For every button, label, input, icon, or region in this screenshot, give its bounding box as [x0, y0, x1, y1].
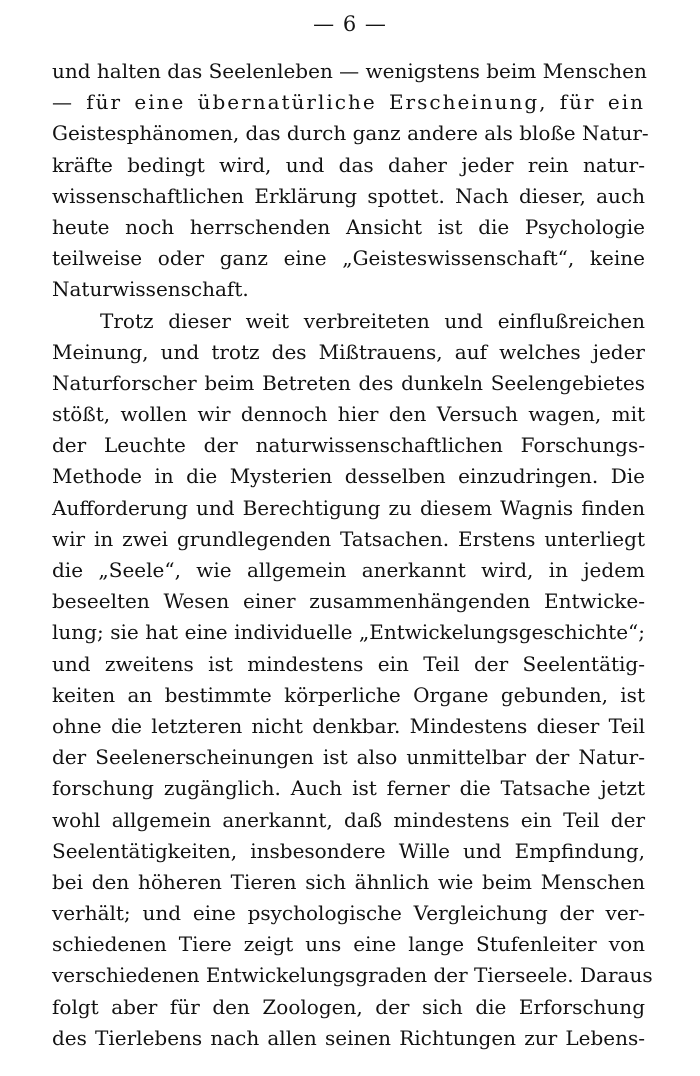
text-line: Seelentätigkeiten, insbesondere Wille und Empfindung, [52, 838, 645, 863]
text-line: folgt aber für den Zoologen, der sich die Erforschung [52, 994, 645, 1019]
text-line: verschiedenen Entwickelungsgraden der Tierseele. Daraus [52, 963, 653, 988]
text-line: verhält; und eine psychologische Vergleichung der ver- [52, 901, 645, 926]
text-line: Naturforscher beim Betreten des dunkeln Seelengebietes [52, 370, 645, 395]
paragraph-2 [52, 306, 653, 1055]
text-line: wissenschaftlichen Erklärung spottet. Nach dieser, auch [52, 183, 645, 208]
text-line: der Seelenerscheinungen ist also unmittelbar der Natur- [52, 745, 645, 770]
page-number: — 6 — [313, 12, 387, 36]
text-line: Geistesphänomen, das durch ganz andere als bloße Natur- [52, 121, 649, 146]
text-line: bei den höheren Tieren sich ähnlich wie beim Menschen [52, 869, 645, 894]
text-line: der Leuchte der naturwissenschaftlichen Forschungs- [52, 433, 645, 458]
text-line: lung; sie hat eine individuelle „Entwickelungsgeschichte“; [52, 620, 645, 645]
text-line: Meinung, und trotz des Mißtrauens, auf welches jeder [52, 339, 645, 364]
text-line: wir in zwei grundlegenden Tatsachen. Erstens unterliegt [52, 526, 645, 551]
body-text [52, 56, 653, 1054]
text-line: Trotz dieser weit verbreiteten und einflußreichen [100, 308, 645, 333]
text-line: keiten an bestimmte körperliche Organe gebunden, ist [52, 682, 645, 707]
paragraph-1 [52, 56, 649, 306]
text-line: und zweitens ist mindestens ein Teil der Seelentätig- [52, 651, 645, 676]
text-line: die „Seele“, wie allgemein anerkannt wird, in jedem [52, 558, 645, 582]
text-line: Methode in die Mysterien desselben einzudringen. Die [52, 464, 645, 489]
text-line: heute noch herrschenden Ansicht ist die Psychologie [52, 214, 645, 239]
text-line: schiedenen Tiere zeigt uns eine lange Stufenleiter von [52, 932, 645, 957]
text-line: und halten das Seelenleben — wenigstens beim Menschen [52, 59, 647, 83]
text-line: beseelten Wesen einer zusammenhängenden Entwicke- [52, 589, 645, 614]
text-line: Aufforderung und Berechtigung zu diesem Wagnis finden [52, 495, 645, 520]
text-line: — für eine übernatürliche Erscheinung, für ein [52, 90, 645, 115]
text-line: des Tierlebens nach allen seinen Richtungen zur Lebens- [52, 1025, 645, 1050]
text-line: Naturwissenschaft. [52, 277, 249, 302]
text-line: forschung zugänglich. Auch ist ferner die Tatsache jetzt [52, 776, 645, 801]
text-line: kräfte bedingt wird, und das daher jeder rein natur- [52, 152, 645, 177]
text-line: stößt, wollen wir dennoch hier den Versuch wagen, mit [52, 402, 645, 427]
text-line: teilweise oder ganz eine „Geisteswissenschaft“, keine [52, 246, 645, 271]
text-line: wohl allgemein anerkannt, daß mindestens ein Teil der [52, 807, 645, 832]
text-line: ohne die letzteren nicht denkbar. Mindestens dieser Teil [52, 713, 645, 738]
